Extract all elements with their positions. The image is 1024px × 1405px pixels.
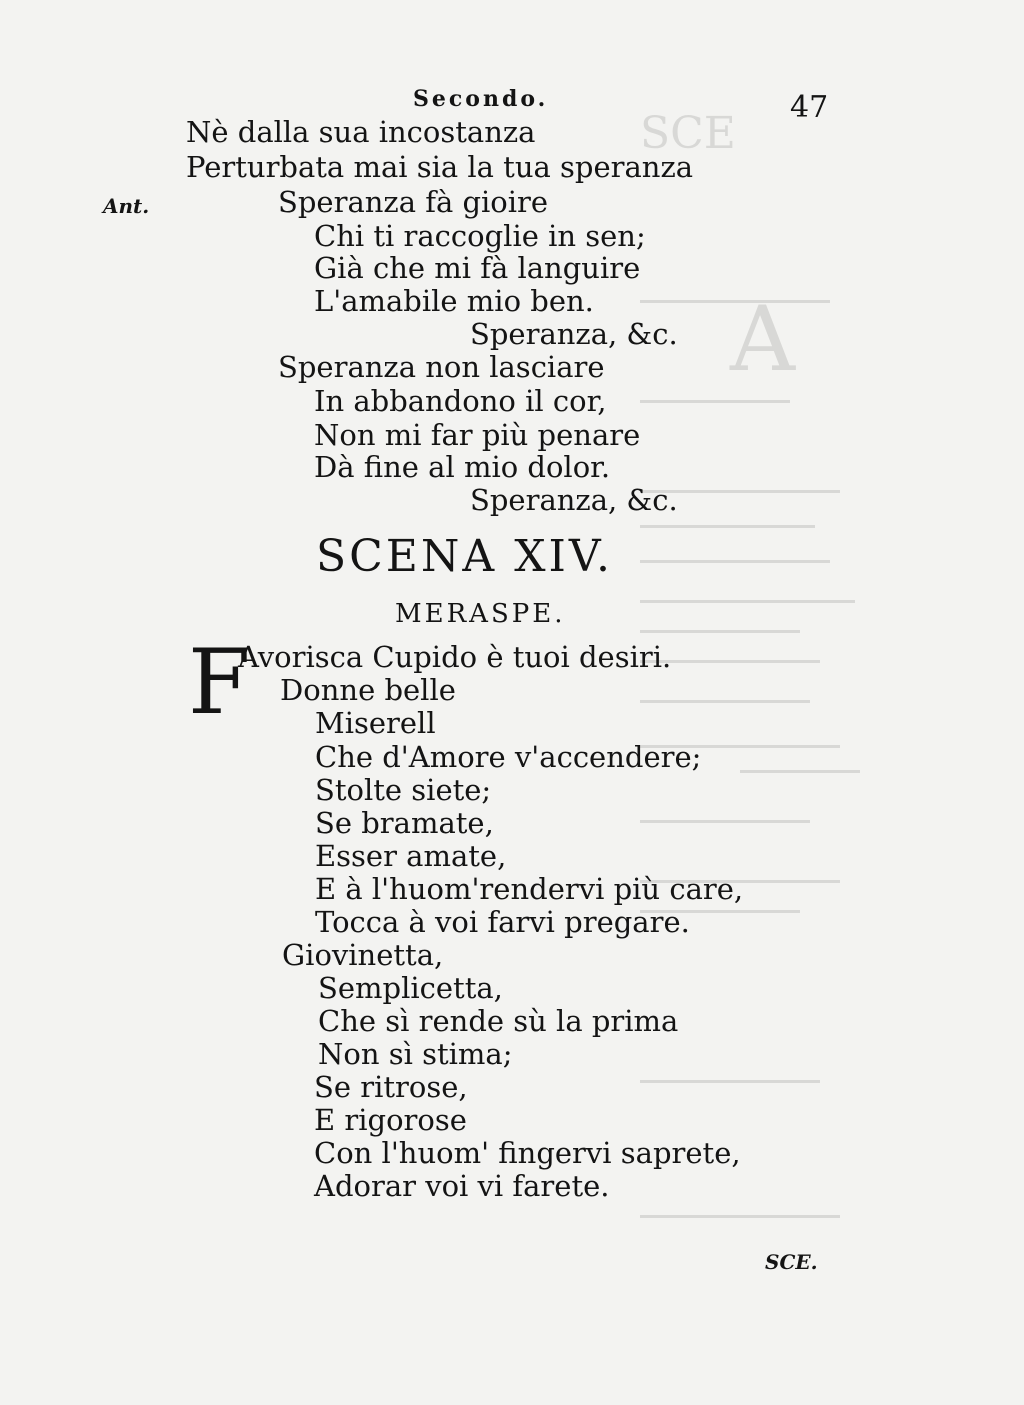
verse-line: Dà fine al mio dolor. [314,450,611,484]
verse-line: Adorar voi vi farete. [314,1169,610,1203]
verse-line: Semplicetta, [318,971,503,1005]
verse-line: L'amabile mio ben. [314,284,594,318]
verse-line: Non sì stima; [318,1037,513,1071]
verse-line: Se bramate, [315,806,494,840]
bleed-scene-title: SCE [640,108,736,159]
verse-line: Nè dalla sua incostanza [186,115,536,149]
running-header: Secondo. [413,86,549,112]
verse-line: Giovinetta, [282,938,444,972]
speaker-note: Ant. [103,194,150,218]
verse-line: Donne belle [280,673,456,707]
verse-line: E rigorose [314,1103,467,1137]
verse-refrain: Speranza, &c. [470,317,678,351]
verse-line: Non mi far più penare [314,418,641,452]
verse-line: Perturbata mai sia la tua speranza [186,150,694,184]
drop-cap: F [188,630,251,735]
catchword: SCE. [765,1250,818,1274]
verse-line: Chi ti raccoglie in sen; [314,219,646,253]
bleed-drop-cap: A [730,287,795,392]
verse-line: Tocca à voi farvi pregare. [315,905,690,939]
verse-line: In abbandono il cor, [314,384,607,418]
verse-line: Miserell [315,706,436,740]
verse-line: Esser amate, [315,839,507,873]
page-number: 47 [790,90,829,125]
verse-line: Stolte siete; [315,773,492,807]
scene-title: SCENA XIV. [316,531,613,582]
verse-line: Avorisca Cupido è tuoi desiri. [238,640,672,674]
verse-line: Speranza fà gioire [278,185,549,219]
verse-line: Che d'Amore v'accendere; [315,740,702,774]
character-name: MERASPE. [395,599,566,629]
verse-line: E à l'huom'rendervi più care, [315,872,744,906]
verse-line: Se ritrose, [314,1070,468,1104]
verse-line: Speranza non lasciare [278,350,605,384]
verse-refrain: Speranza, &c. [470,483,678,517]
verse-line: Già che mi fà languire [314,251,641,285]
verse-line: Con l'huom' fingervi saprete, [314,1136,741,1170]
verse-line: Che sì rende sù la prima [318,1004,679,1038]
